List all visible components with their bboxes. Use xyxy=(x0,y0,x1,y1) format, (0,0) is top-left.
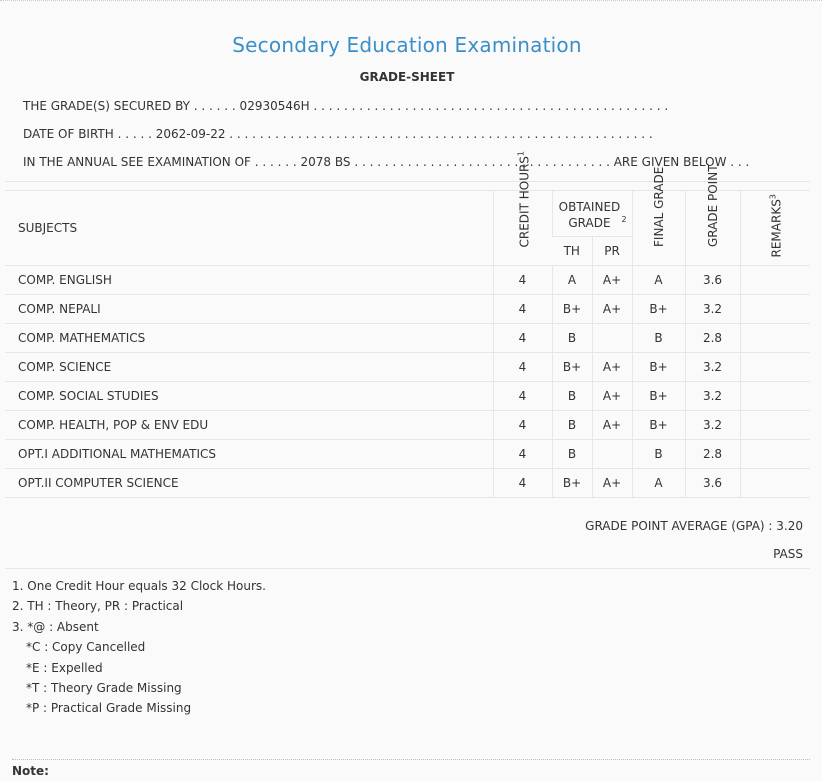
table-row xyxy=(5,295,810,324)
practical-grade-cell: A+ xyxy=(592,266,632,295)
footnote-th-pr: 2. TH : Theory, PR : Practical xyxy=(12,599,184,613)
header-obtained-grade: OBTAINED GRADE $^2$ xyxy=(552,191,632,237)
practical-grade-cell: A+ xyxy=(592,411,632,440)
footnote-theory-missing: *T : Theory Grade Missing xyxy=(26,681,182,695)
remarks-cell xyxy=(740,266,810,295)
credit-hours-cell: 4 xyxy=(493,324,552,353)
date-of-birth-line: DATE OF BIRTH . . . . . 2062-09-22 . . . . . . . . . . . . . . . . . . . . . . . . . . . . . . . . . . . . . . . . . . . . . . . . . . . . . . . . xyxy=(23,127,653,141)
header-credit-hours: CREDIT HOURS$^1$ xyxy=(493,191,552,266)
footnote-copy-cancelled: *C : Copy Cancelled xyxy=(26,640,146,654)
practical-grade-cell: A+ xyxy=(592,295,632,324)
final-grade-cell: B+ xyxy=(632,411,685,440)
subject-cell: COMP. SOCIAL STUDIES xyxy=(5,382,493,411)
theory-grade-cell: B xyxy=(552,382,592,411)
note-divider xyxy=(12,759,810,760)
remarks-cell xyxy=(740,469,810,498)
exam-title: Secondary Education Examination xyxy=(232,33,582,57)
table-header-row xyxy=(5,191,810,237)
footnote-expelled: *E : Expelled xyxy=(26,661,103,675)
grade-point-cell: 2.8 xyxy=(685,324,740,353)
remarks-cell xyxy=(740,382,810,411)
remarks-cell xyxy=(740,324,810,353)
remarks-cell xyxy=(740,411,810,440)
subject-cell: OPT.II COMPUTER SCIENCE xyxy=(5,469,493,498)
gpa-value: GRADE POINT AVERAGE (GPA) : 3.20 xyxy=(585,519,803,533)
table-row xyxy=(5,382,810,411)
note-label: Note: xyxy=(12,764,49,778)
result-status: PASS xyxy=(773,547,803,561)
credit-hours-cell: 4 xyxy=(493,411,552,440)
header-grade-point: GRADE POINT xyxy=(685,191,740,266)
header-remarks: REMARKS$^3$ xyxy=(740,191,810,266)
credit-hours-cell: 4 xyxy=(493,469,552,498)
table-row xyxy=(5,324,810,353)
theory-grade-cell: B xyxy=(552,440,592,469)
grade-point-cell: 3.2 xyxy=(685,295,740,324)
practical-grade-cell xyxy=(592,440,632,469)
header-subjects: SUBJECTS xyxy=(5,191,493,266)
subject-cell: COMP. MATHEMATICS xyxy=(5,324,493,353)
final-grade-cell: A xyxy=(632,469,685,498)
remarks-cell xyxy=(740,440,810,469)
table-row xyxy=(5,469,810,498)
subject-cell: COMP. NEPALI xyxy=(5,295,493,324)
top-border xyxy=(0,0,822,2)
practical-grade-cell: A+ xyxy=(592,353,632,382)
table-row xyxy=(5,440,810,469)
practical-grade-cell xyxy=(592,324,632,353)
practical-grade-cell: A+ xyxy=(592,469,632,498)
theory-grade-cell: B xyxy=(552,411,592,440)
grade-point-cell: 3.2 xyxy=(685,382,740,411)
table-row xyxy=(5,353,810,382)
final-grade-cell: B+ xyxy=(632,295,685,324)
practical-grade-cell: A+ xyxy=(592,382,632,411)
theory-grade-cell: B xyxy=(552,324,592,353)
divider xyxy=(5,497,810,498)
theory-grade-cell: A xyxy=(552,266,592,295)
header-th: TH xyxy=(552,236,592,265)
subject-cell: COMP. ENGLISH xyxy=(5,266,493,295)
remarks-cell xyxy=(740,353,810,382)
grade-point-cell: 2.8 xyxy=(685,440,740,469)
divider xyxy=(5,181,810,182)
footnote-credit-hour: 1. One Credit Hour equals 32 Clock Hours. xyxy=(12,579,266,593)
grade-point-cell: 3.6 xyxy=(685,266,740,295)
footnote-absent: 3. *@ : Absent xyxy=(12,620,99,634)
credit-hours-cell: 4 xyxy=(493,353,552,382)
table-row xyxy=(5,411,810,440)
theory-grade-cell: B+ xyxy=(552,353,592,382)
grades-secured-line: THE GRADE(S) SECURED BY . . . . . . 02930546H . . . . . . . . . . . . . . . . . . . . . . . . . . . . . . . . . . . . . . . . . . . . . . . xyxy=(23,99,669,113)
examination-line: IN THE ANNUAL SEE EXAMINATION OF . . . . . . 2078 BS . . . . . . . . . . . . . . . . . . . . . . . . . . . . . . . . . . ARE GIVEN BELOW . . . xyxy=(23,155,750,169)
remarks-cell xyxy=(740,295,810,324)
theory-grade-cell: B+ xyxy=(552,295,592,324)
footnote-practical-missing: *P : Practical Grade Missing xyxy=(26,701,192,715)
credit-hours-cell: 4 xyxy=(493,382,552,411)
table-row xyxy=(5,266,810,295)
divider xyxy=(5,568,810,569)
header-pr: PR xyxy=(592,236,632,265)
theory-grade-cell: B+ xyxy=(552,469,592,498)
final-grade-cell: B xyxy=(632,324,685,353)
final-grade-cell: B+ xyxy=(632,353,685,382)
credit-hours-cell: 4 xyxy=(493,295,552,324)
credit-hours-cell: 4 xyxy=(493,266,552,295)
subject-cell: COMP. HEALTH, POP & ENV EDU xyxy=(5,411,493,440)
subject-cell: COMP. SCIENCE xyxy=(5,353,493,382)
header-final-grade: FINAL GRADE xyxy=(632,191,685,266)
grade-sheet-heading: GRADE-SHEET xyxy=(359,70,455,84)
grade-point-cell: 3.6 xyxy=(685,469,740,498)
grade-point-cell: 3.2 xyxy=(685,411,740,440)
subject-cell: OPT.I ADDITIONAL MATHEMATICS xyxy=(5,440,493,469)
credit-hours-cell: 4 xyxy=(493,440,552,469)
final-grade-cell: B+ xyxy=(632,382,685,411)
final-grade-cell: B xyxy=(632,440,685,469)
final-grade-cell: A xyxy=(632,266,685,295)
grade-point-cell: 3.2 xyxy=(685,353,740,382)
